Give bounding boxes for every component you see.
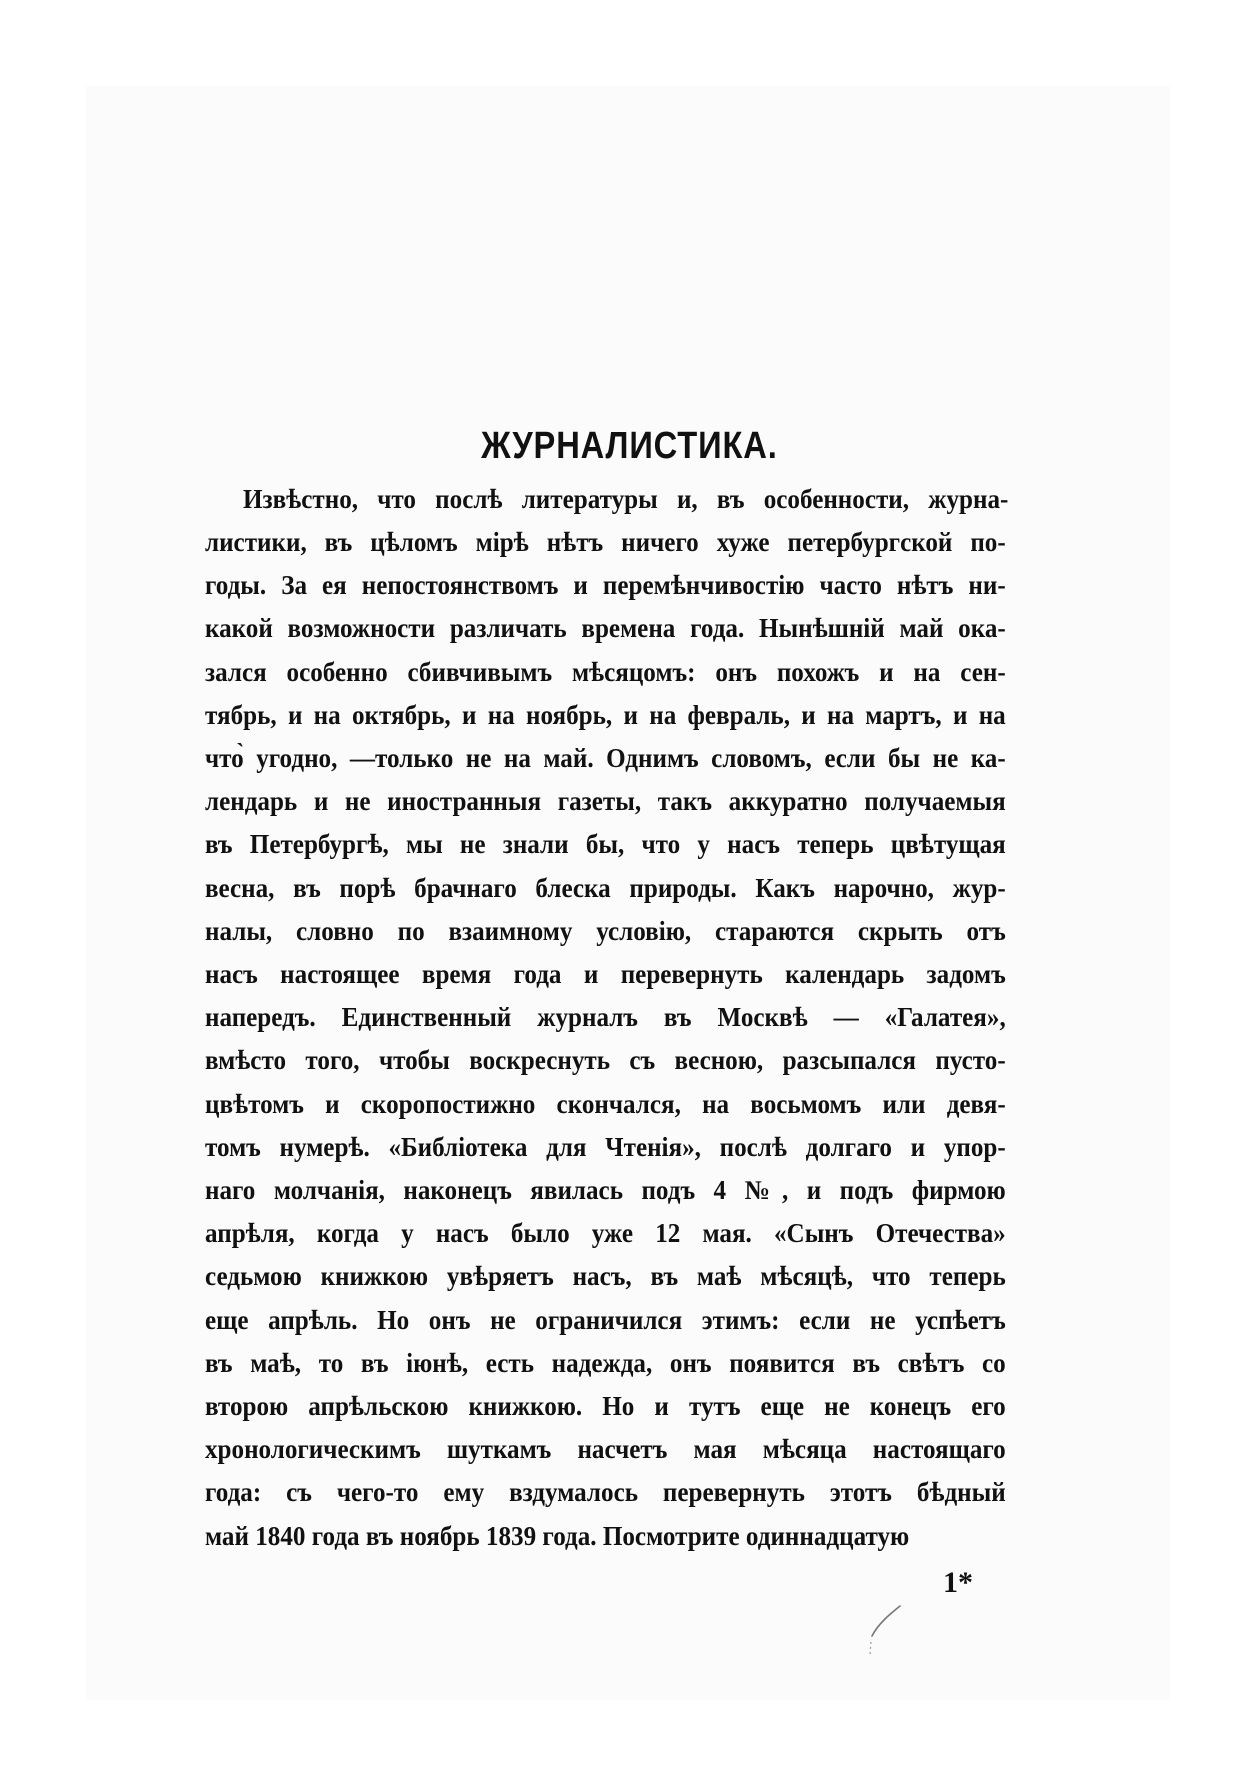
text-line: апрѣля, когда у насъ было уже 12 мая. «Сынъ Отечества» <box>205 1218 1006 1248</box>
text-line: второю апрѣльскою книжкою. Но и тутъ еще не конецъ его <box>205 1391 1006 1421</box>
text-line: листики, въ цѣломъ мірѣ нѣтъ ничего хуже петербургской по- <box>205 527 1006 557</box>
text-line: Извѣстно, что послѣ литературы и, въ особенности, журна- <box>243 484 1009 514</box>
text-line: что̀ угодно, —только не на май. Однимъ словомъ, если бы не ка- <box>205 743 1006 773</box>
text-line: тябрь, и на октябрь, и на ноябрь, и на февраль, и на мартъ, и на <box>205 700 1006 730</box>
pencil-mark <box>860 1600 910 1660</box>
text-line: въ маѣ, то въ іюнѣ, есть надежда, онъ появится въ свѣтъ со <box>205 1348 1006 1378</box>
text-line: какой возможности различать времена года. Нынѣшній май ока- <box>205 613 1006 643</box>
text-line: наго молчанія, наконецъ явилась подъ 4 №, и подъ фирмою <box>205 1175 1006 1205</box>
text-line: хронологическимъ шуткамъ насчетъ мая мѣсяца настоящаго <box>205 1434 1006 1464</box>
text-line: лендарь и не иностранныя газеты, такъ аккуратно получаемыя <box>205 786 1006 816</box>
text-line: май 1840 года въ ноябрь 1839 года. Посмотрите одиннадцатую <box>205 1521 910 1551</box>
signature-mark: 1* <box>943 1566 973 1599</box>
chapter-title: ЖУРНАЛИСТИКА. <box>481 425 778 468</box>
text-line: цвѣтомъ и скоропостижно скончался, на восьмомъ или девя- <box>205 1089 1006 1119</box>
text-line: напередъ. Единственный журналъ въ Москвѣ — «Галатея», <box>205 1002 1006 1032</box>
text-line: налы, словно по взаимному условію, стараются скрыть отъ <box>205 916 1006 946</box>
text-line: весна, въ порѣ брачнаго блеска природы. Какъ нарочно, жур- <box>205 873 1006 903</box>
text-line: еще апрѣль. Но онъ не ограничился этимъ: если не успѣетъ <box>205 1305 1006 1335</box>
text-line: въ Петербургѣ, мы не знали бы, что у насъ теперь цвѣтущая <box>205 829 1006 859</box>
text-line: томъ нумерѣ. «Библіотека для Чтенія», послѣ долгаго и упор- <box>205 1132 1006 1162</box>
text-line: годы. За ея непостоянствомъ и перемѣнчивостію часто нѣтъ ни- <box>205 570 1006 600</box>
text-line: зался особенно сбивчивымъ мѣсяцомъ: онъ похожъ и на сен- <box>205 657 1006 687</box>
text-line: вмѣсто того, чтобы воскреснуть съ весною, разсыпался пусто- <box>205 1045 1006 1075</box>
text-line: насъ настоящее время года и перевернуть календарь задомъ <box>205 959 1006 989</box>
text-line: седьмою книжкою увѣряетъ насъ, въ маѣ мѣсяцѣ, что теперь <box>205 1261 1006 1291</box>
text-line: года: съ чего-то ему вздумалось перевернуть этотъ бѣдный <box>205 1477 1006 1507</box>
